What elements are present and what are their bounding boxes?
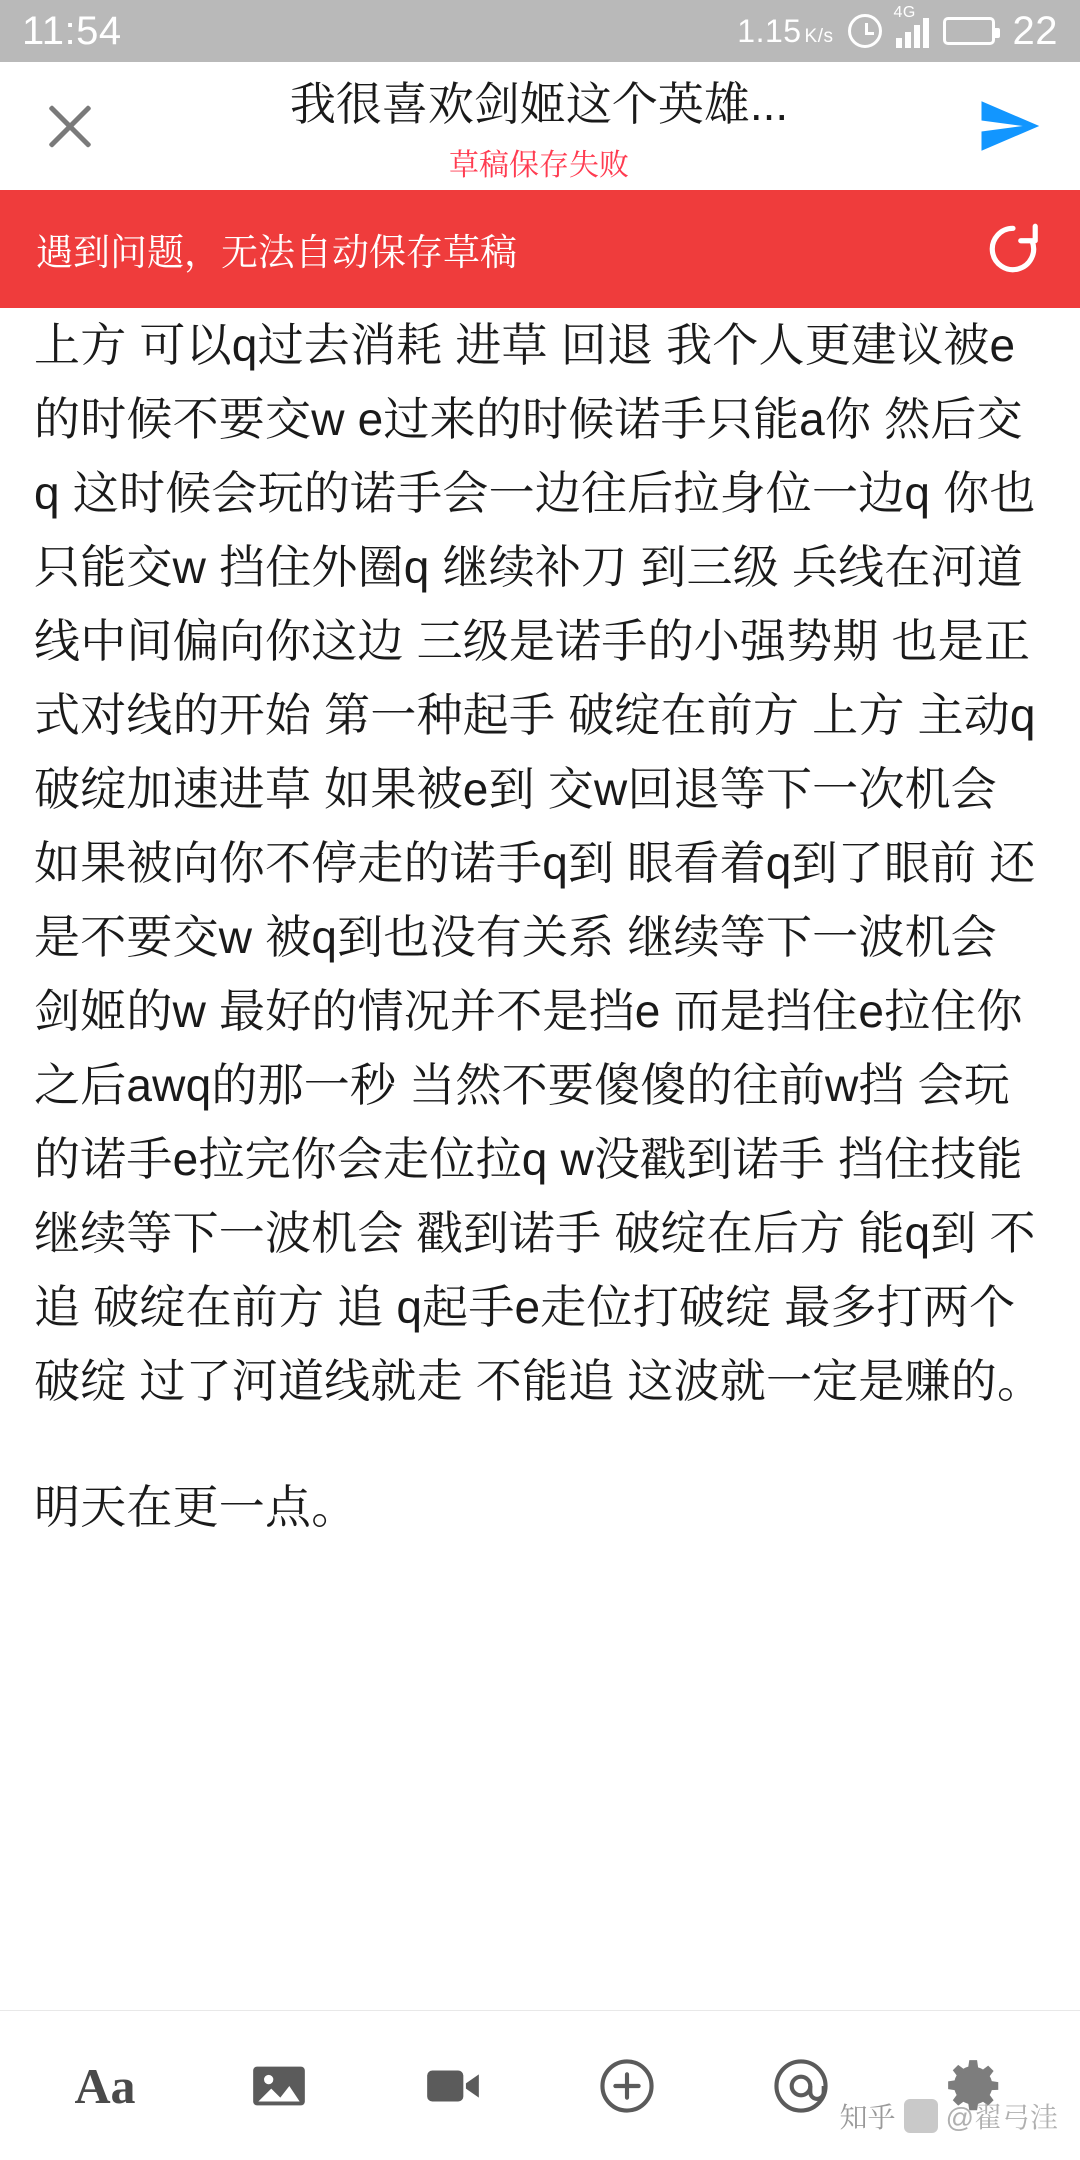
title-block bbox=[106, 68, 972, 184]
avatar bbox=[904, 2099, 938, 2133]
video-icon bbox=[422, 2055, 484, 2117]
error-banner-text: 遇到问题，无法自动保存草稿 bbox=[36, 232, 517, 273]
insert-video-button[interactable] bbox=[405, 2038, 501, 2134]
add-button[interactable] bbox=[579, 2038, 675, 2134]
battery-level: 22 bbox=[1012, 8, 1058, 53]
draft-status-text: 草稿保存失败 bbox=[449, 149, 629, 182]
mention-button[interactable] bbox=[753, 2038, 849, 2134]
network-speed bbox=[737, 13, 833, 50]
watermark-user: @翟弓洼 bbox=[945, 2102, 1058, 2133]
status-bar-time: 11:54 bbox=[22, 8, 122, 53]
plus-circle-icon bbox=[596, 2055, 658, 2117]
network-speed-unit: K/s bbox=[804, 25, 834, 47]
network-speed-value: 1.15 bbox=[737, 12, 802, 49]
status-bar bbox=[0, 0, 1080, 62]
font-size-button[interactable] bbox=[57, 2038, 153, 2134]
image-icon bbox=[248, 2055, 310, 2117]
send-icon[interactable] bbox=[972, 89, 1046, 163]
font-size-icon: Aa bbox=[74, 2057, 136, 2114]
network-type-label: 4G bbox=[893, 4, 916, 21]
watermark-brand: 知乎 bbox=[839, 2102, 896, 2133]
page-title: 我很喜欢剑姬这个英雄... bbox=[289, 78, 789, 130]
insert-image-button[interactable] bbox=[231, 2038, 327, 2134]
editor-toolbar bbox=[0, 2010, 1080, 2160]
at-icon bbox=[770, 2055, 832, 2117]
signal-bars-icon bbox=[893, 4, 929, 48]
close-icon[interactable] bbox=[34, 90, 106, 162]
watermark bbox=[840, 2096, 1058, 2136]
refresh-icon[interactable] bbox=[982, 218, 1044, 280]
app-bar bbox=[0, 62, 1080, 190]
editor-content[interactable] bbox=[0, 308, 1080, 2010]
battery-icon bbox=[943, 17, 995, 45]
article-paragraph-1[interactable]: 上方 可以q过去消耗 进草 回退 我个人更建议被e的时候不要交w e过来的时候诺手只能a你 然后交q 这时候会玩的诺手会一边往后拉身位一边q 你也只能交w 挡住外圈q 继续补刀 到三级 兵线在河道线中间偏向你这边 三级是诺手的小强势期 也是正式对线的开始 第一种起手 破绽在前方 上方 主动q破绽加速进草 如果被e到 交w回退等下一次机会 如果被向你不停走的诺手q到 眼看着q到了眼前 还是不要交w 被q到也没有关系 继续等下一波机会 剑姬的w 最好的情况并不是挡e 而是挡住e拉住你之后awq的那一秒 当然不要傻傻的往前w挡 会玩的诺手e拉完你会走位拉q w没戳到诺手 挡住技能 继续等下一波机会 戳到诺手 破绽在后方 能q到 不追 破绽在前方 追 q起手e走位打破绽 最多打两个破绽 过了河道线就走 不能追 这波就一定是赚的。 bbox=[34, 319, 1044, 1407]
article-paragraph-2[interactable]: 明天在更一点。 bbox=[34, 1481, 358, 1533]
error-banner bbox=[0, 190, 1080, 308]
alarm-clock-icon bbox=[848, 14, 882, 48]
